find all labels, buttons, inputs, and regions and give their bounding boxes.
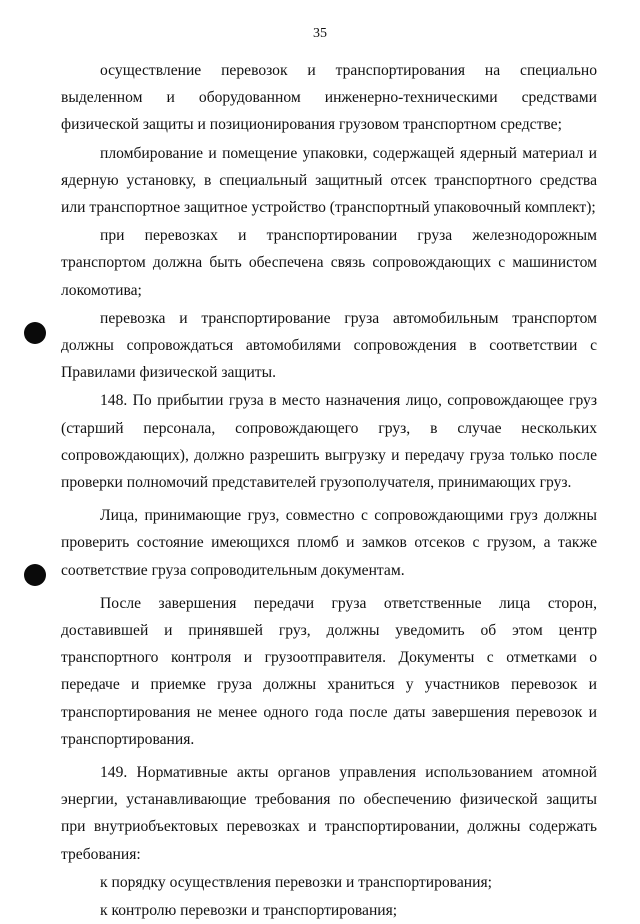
page-number: 35: [313, 26, 327, 41]
paragraph: перевозка и транспортирование груза автомобильным транспортом должны сопровождаться автомобилями сопровождения в соответствии с Правилами физической защиты.: [61, 309, 597, 382]
paragraph: при перевозках и транспортировании груза железнодорожным транспортом должна быть обеспечена связь сопровождающих с машинистом локомотива;: [61, 227, 597, 299]
paragraph: 148. По прибытии груза в место назначения лицо, сопровождающее груз (старший персонала, сопровождающего груз, в случае нескольких сопровождающих), должно разрешить выгрузку и передачу груза только после проверки полномочий представителей грузополучателя, принимающих груз.: [61, 392, 597, 492]
paragraph: к контролю перевозки и транспортирования;: [100, 902, 398, 920]
punch-hole-mark: [24, 564, 46, 586]
document-body: [61, 57, 597, 924]
paragraph: пломбирование и помещение упаковки, содержащей ядерный материал и ядерную установку, в специальный защитный отсек транспортного средства или транспортное защитное устройство (транспортный упаковочный комплект);: [61, 144, 597, 217]
punch-hole-mark: [24, 322, 46, 344]
paragraph: После завершения передачи груза ответственные лица сторон, доставившей и принявшей груз, должны уведомить об этом центр транспортного контроля и грузоотправителя. Документы с отметками о передаче и приемке груза должны храниться у участников перевозок и транспортирования не менее одного года после даты завершения перевозок и транспортирования.: [61, 594, 597, 748]
paragraph: осуществление перевозок и транспортирования на специально выделенном и оборудованном инженерно-техническими средствами физической защиты и позиционирования грузовом транспортном средстве;: [61, 62, 597, 134]
paragraph: к порядку осуществления перевозки и транспортирования;: [100, 873, 492, 891]
paragraph: 149. Нормативные акты органов управления использованием атомной энергии, устанавливающие требования по обеспечению физической защиты при внутриобъектовых перевозках и транспортировании, должны содержать требования:: [61, 764, 597, 863]
paragraph: Лица, принимающие груз, совместно с сопровождающими груз должны проверить состояние имеющихся пломб и замков отсеков с грузом, а также соответствие груза сопроводительным документам.: [61, 507, 597, 579]
